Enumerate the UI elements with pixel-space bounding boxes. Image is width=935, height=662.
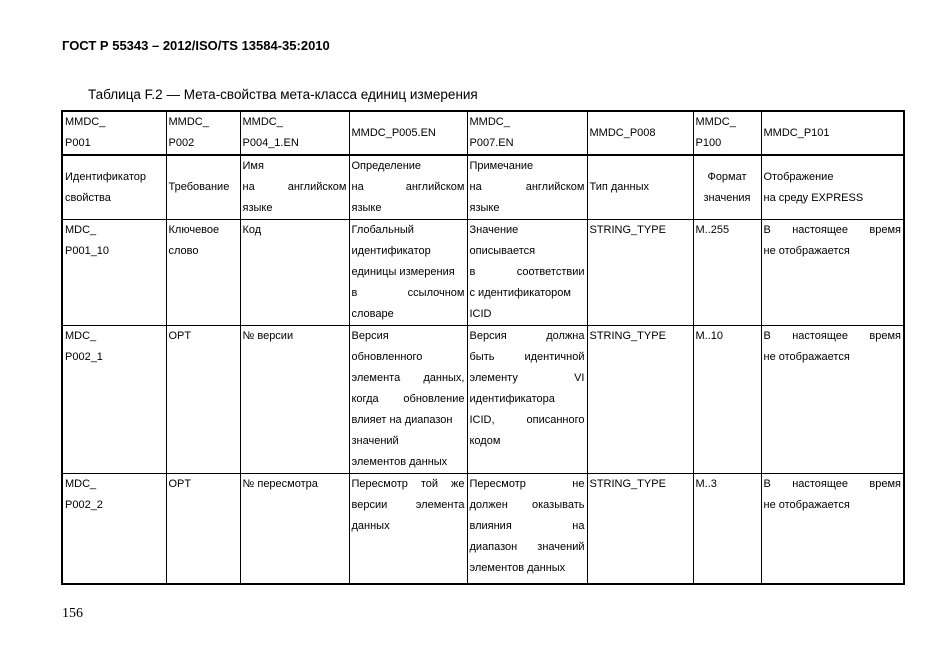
cell-line: MMDC_P005.EN [351,126,436,139]
table-header-row [62,111,904,155]
meta-properties-table [61,110,905,585]
cell-line: быть идентичной [469,351,585,363]
row-1-cell-1 [166,326,240,474]
header-cell-0 [62,111,166,155]
cell-line: Версия должна [469,330,585,342]
header-cell-3 [349,111,467,155]
cell-line: ICID, описанного [469,414,585,426]
cell-line: P001_10 [65,245,110,257]
subheader-cell-2 [240,155,349,220]
row-0-cell-2 [240,220,349,326]
cell-line: не отображается [763,245,850,257]
cell-line: MMDC_ [695,116,736,128]
page-number: 156 [62,606,83,621]
row-2-cell-2 [240,474,349,585]
row-0-cell-6 [693,220,761,326]
cell-line: влияния на [469,520,585,532]
cell-line: Версия [351,330,389,342]
cell-line: P100 [695,137,722,149]
cell-line: элементов данных [469,562,566,574]
cell-line: M..10 [695,330,724,342]
cell-line: Пересмотр той же [351,478,465,490]
cell-line: единицы измерения [351,266,455,278]
cell-line: OPT [168,478,192,490]
row-0-cell-0 [62,220,166,326]
table-caption: Таблица F.2 — Мета-свойства мета-класса единиц измерения [88,87,478,102]
cell-line: словаре [351,308,394,320]
cell-line: Код [242,224,262,236]
row-1-cell-0 [62,326,166,474]
row-2-cell-4 [467,474,587,585]
row-0-cell-3 [349,220,467,326]
cell-line: Тип данных [589,181,649,193]
cell-line: P002_2 [65,499,103,511]
subheader-cell-4 [467,155,587,220]
table-row [62,326,904,474]
cell-line: идентификатора [469,393,555,405]
cell-line: описывается [469,245,536,257]
cell-line: MDC_ [65,478,97,490]
cell-line: кодом [469,435,501,447]
row-0-cell-1 [166,220,240,326]
cell-line: STRING_TYPE [589,224,666,236]
cell-line: P002_1 [65,351,103,363]
header-cell-4 [467,111,587,155]
cell-line: на английском [242,181,347,193]
cell-line: влияет на диапазон [351,414,453,426]
cell-line: слово [168,245,199,257]
subheader-cell-0 [62,155,166,220]
table-subheader-row [62,155,904,220]
cell-line: Значение [469,224,519,236]
cell-line: диапазон значений [469,541,585,553]
cell-line: значений [351,435,399,447]
cell-line: STRING_TYPE [589,478,666,490]
subheader-cell-6 [693,155,761,220]
cell-line: языке [242,202,273,214]
cell-line: ICID [469,308,492,320]
cell-line: MMDC_ [469,116,510,128]
cell-line: на английском [469,181,585,193]
cell-line: Идентификатор [65,170,146,183]
cell-line: M..3 [695,478,717,490]
cell-line: MMDC_P008 [589,126,656,139]
cell-line: свойства [65,191,111,204]
cell-line: Ключевое [168,224,220,236]
cell-line: Пересмотр не [469,478,585,490]
row-1-cell-7 [761,326,904,474]
cell-line: Формат [707,170,747,183]
subheader-cell-3 [349,155,467,220]
subheader-cell-7 [761,155,904,220]
cell-line: MMDC_ [242,116,283,128]
cell-line: P002 [168,137,195,149]
cell-line: В настоящее время [763,478,901,490]
header-cell-6 [693,111,761,155]
cell-line: элемента данных, [351,372,465,384]
cell-line: OPT [168,330,192,342]
cell-line: P001 [65,137,91,149]
row-2-cell-6 [693,474,761,585]
header-cell-7 [761,111,904,155]
row-1-cell-6 [693,326,761,474]
cell-line: MDC_ [65,224,97,236]
cell-line: языке [351,202,382,214]
cell-line: № версии [242,330,294,342]
cell-line: Требование [168,181,230,193]
table-row [62,474,904,585]
cell-line: не отображается [763,351,850,363]
subheader-cell-5 [587,155,693,220]
header-cell-5 [587,111,693,155]
cell-line: MDC_ [65,330,97,342]
cell-line: элементу VI [469,372,585,384]
cell-line: с идентификатором [469,287,571,299]
cell-line: версии элемента [351,499,465,511]
cell-line: на английском [351,181,465,193]
cell-line: языке [469,202,500,214]
cell-line: MMDC_ [168,116,209,128]
cell-line: P004_1.EN [242,137,299,149]
cell-line: № пересмотра [242,478,318,490]
cell-line: В настоящее время [763,224,901,236]
cell-line: идентификатор [351,245,431,257]
subheader-cell-1 [166,155,240,220]
header-cell-1 [166,111,240,155]
cell-line: В настоящее время [763,330,901,342]
row-1-cell-3 [349,326,467,474]
cell-line: MMDC_P101 [763,126,830,139]
cell-line: STRING_TYPE [589,330,666,342]
cell-line: MMDC_ [65,116,106,128]
cell-line: Определение [351,160,422,172]
row-0-cell-5 [587,220,693,326]
cell-line: элементов данных [351,456,448,468]
cell-line: обновленного [351,351,423,363]
row-2-cell-0 [62,474,166,585]
cell-line: не отображается [763,499,850,511]
row-1-cell-5 [587,326,693,474]
cell-line: в соответствии [469,266,585,278]
cell-line: P007.EN [469,137,514,149]
document-header: ГОСТ Р 55343 – 2012/ISO/TS 13584-35:2010 [62,38,330,53]
row-2-cell-7 [761,474,904,585]
row-0-cell-7 [761,220,904,326]
cell-line: данных [351,520,390,532]
cell-line: Отображение [763,170,834,183]
cell-line: Глобальный [351,224,414,236]
cell-line: на среду EXPRESS [763,191,864,204]
row-1-cell-2 [240,326,349,474]
cell-line: значения [703,191,751,204]
table-row [62,220,904,326]
cell-line: должен оказывать [469,499,585,511]
cell-line: Примечание [469,160,534,172]
cell-line: Имя [242,160,264,172]
header-cell-2 [240,111,349,155]
row-0-cell-4 [467,220,587,326]
row-2-cell-1 [166,474,240,585]
cell-line: M..255 [695,224,730,236]
row-2-cell-3 [349,474,467,585]
row-2-cell-5 [587,474,693,585]
row-1-cell-4 [467,326,587,474]
cell-line: когда обновление [351,393,465,405]
cell-line: в ссылочном [351,287,465,299]
